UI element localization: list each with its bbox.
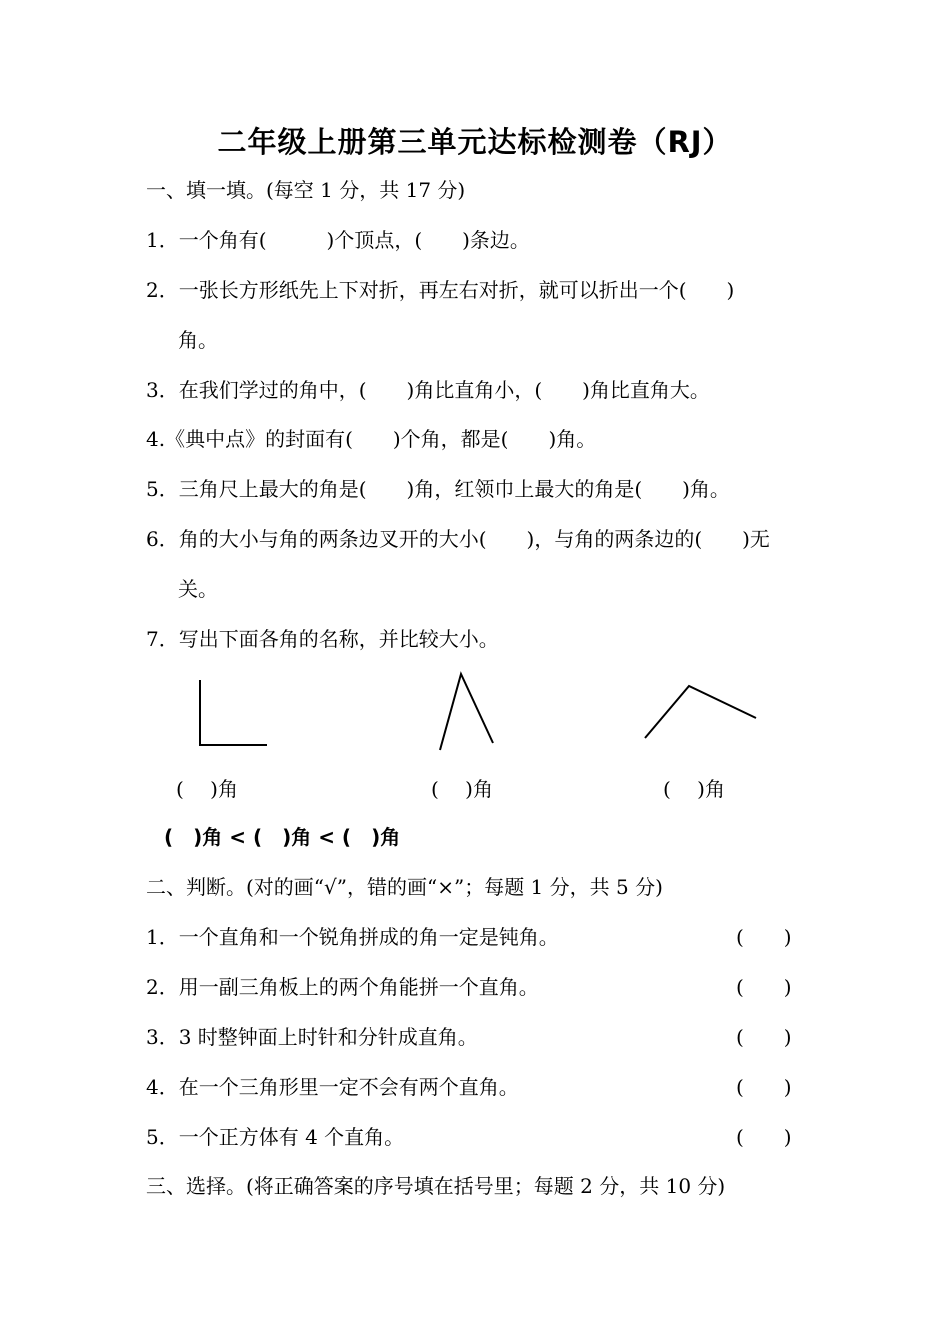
question-6-line1: 6．角的大小与角的两条边叉开的大小( )，与角的两条边的( )无 bbox=[146, 527, 770, 551]
question-2-line2: 角。 bbox=[178, 328, 218, 352]
question-2-line1: 2．一张长方形纸先上下对折，再左右对折，就可以折出一个( ) bbox=[146, 278, 735, 302]
question-1: 1．一个角有( )个顶点，( )条边。 bbox=[146, 228, 530, 252]
judge-item-2: 2．用一副三角板上的两个角能拼一个直角。 bbox=[146, 975, 539, 999]
section1-heading: 一、填一填。(每空 1 分，共 17 分) bbox=[146, 178, 466, 202]
judge-item-5: 5．一个正方体有 4 个直角。 bbox=[146, 1125, 405, 1149]
judge-blank-5: ( ) bbox=[736, 1125, 792, 1149]
judge-blank-1: ( ) bbox=[736, 925, 792, 949]
judge-blank-2: ( ) bbox=[736, 975, 792, 999]
question-6-line2: 关。 bbox=[178, 577, 218, 601]
right-angle-figure bbox=[195, 675, 275, 755]
angle-label-2: ( )角 bbox=[431, 777, 493, 801]
judge-blank-4: ( ) bbox=[736, 1075, 792, 1099]
judge-item-4: 4．在一个三角形里一定不会有两个直角。 bbox=[146, 1075, 519, 1099]
judge-item-1: 1．一个直角和一个锐角拼成的角一定是钝角。 bbox=[146, 925, 559, 949]
obtuse-angle-figure bbox=[640, 680, 770, 750]
angle-label-3: ( )角 bbox=[663, 777, 725, 801]
question-3: 3．在我们学过的角中，( )角比直角小，( )角比直角大。 bbox=[146, 378, 710, 402]
question-5: 5．三角尺上最大的角是( )角，红领巾上最大的角是( )角。 bbox=[146, 477, 730, 501]
question-4: 4.《典中点》的封面有( )个角，都是( )角。 bbox=[146, 427, 597, 451]
page-title: 二年级上册第三单元达标检测卷（RJ） bbox=[217, 125, 733, 159]
section3-heading: 三、选择。(将正确答案的序号填在括号里；每题 2 分，共 10 分) bbox=[146, 1174, 726, 1198]
section2-heading: 二、判断。(对的画“√”，错的画“×”；每题 1 分，共 5 分) bbox=[146, 875, 663, 899]
acute-angle-figure bbox=[432, 668, 502, 758]
compare-line: ( )角 < ( )角 < ( )角 bbox=[164, 825, 401, 849]
judge-item-3: 3．3 时整钟面上时针和分针成直角。 bbox=[146, 1025, 478, 1049]
question-7: 7．写出下面各角的名称，并比较大小。 bbox=[146, 627, 499, 651]
angle-label-1: ( )角 bbox=[176, 777, 238, 801]
judge-blank-3: ( ) bbox=[736, 1025, 792, 1049]
